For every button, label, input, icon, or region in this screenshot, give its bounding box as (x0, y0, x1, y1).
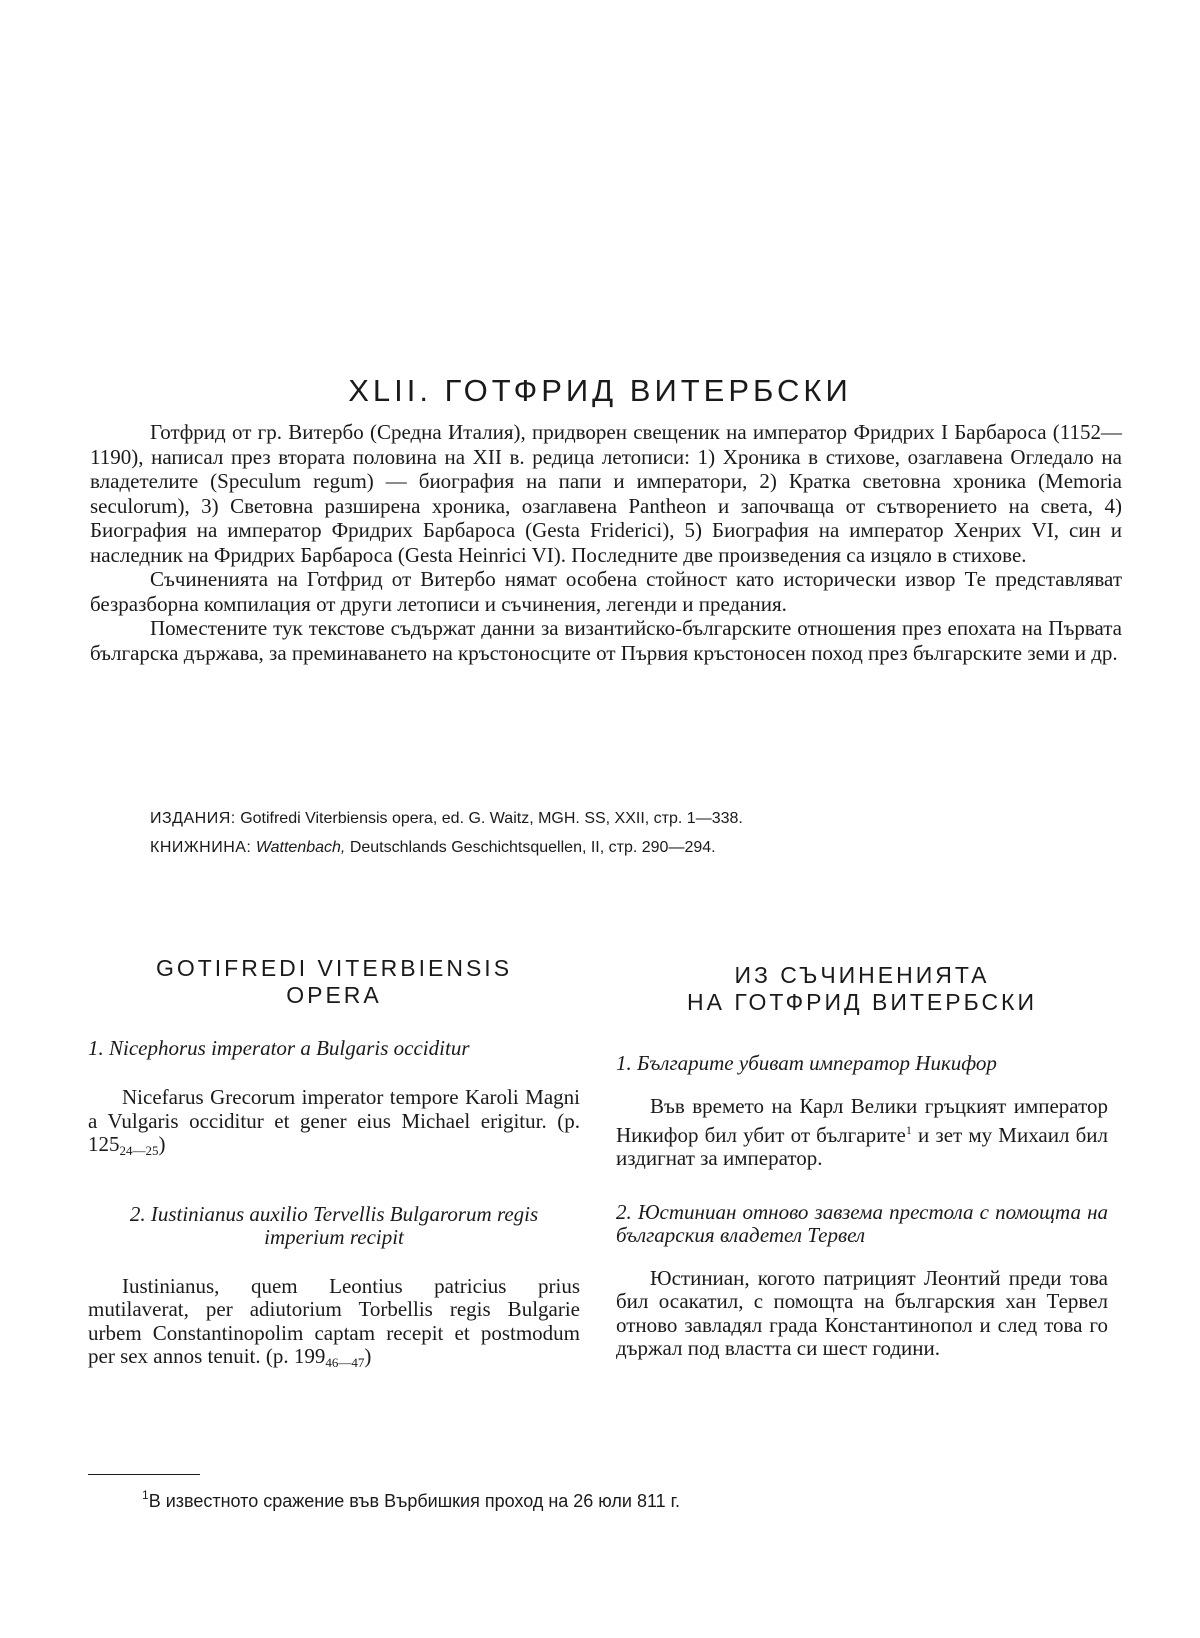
bulgarian-heading (616, 962, 1108, 1016)
page-ref-subscript: 46—47 (325, 1355, 365, 1370)
footnote-divider (88, 1474, 200, 1475)
latin-section-body (88, 1086, 580, 1163)
intro-paragraph: Готфрид от гр. Витербо (Средна Италия), придворен свещеник на император Фридрих I Барбароса (1152—1190), написал през втората половина на XII в. редица летописи: 1) Хроника в стихове, озаглавена Огледало на владетелите (Speculum regum) — биография на папи и императори, 2) Кратка световна хроника (Memoria seculorum), 3) Световна разширена хроника, озаглавена Pantheon и започваща от сътворението на света, 4) Биография на император Фридрих Барбароса (Gesta Friderici), 5) Биография на император Хенрих VI, син и наследник на Фридрих Барбароса (Gesta Heinrici VI). Последните две произведения са изцяло в стихове. (90, 420, 1122, 567)
bulgarian-s1-text-end: и зет му Михаил бил издигнат за император. (616, 1122, 1109, 1170)
bulgarian-s1-text: Във времето на Карл Велики гръцкият император Никифор бил убит от българите (616, 1094, 1108, 1147)
bulgarian-section-title: 2. Юстиниан отново завзема престола с помощта на българския владетел Тервел (616, 1199, 1108, 1247)
latin-column (88, 955, 580, 1375)
latin-s1-text: Nicefarus Grecorum imperator tempore Karoli Magni a Vulgaris occiditur et gener eius Michael erigitur. (p. 125 (88, 1085, 580, 1156)
footnote-number: 1 (142, 1488, 149, 1502)
literature-text: Deutschlands Geschichtsquellen, II, стр. 290—294. (349, 839, 716, 856)
bulgarian-heading-line: ИЗ СЪЧИНЕНИЯТА (734, 962, 990, 988)
bulgarian-heading-line: НА ГОТФРИД ВИТЕРБСКИ (687, 989, 1037, 1015)
references (150, 810, 1050, 868)
closing-paren: ) (158, 1132, 166, 1156)
bulgarian-column (616, 962, 1108, 1361)
closing-paren: ) (364, 1344, 372, 1368)
footnote (142, 1488, 1042, 1512)
latin-s2-text: Iustinianus, quem Leontius patricius prius mutilaverat, per adiutorium Torbellis regis Bulgarie urbem Constantinopolim captam recepit et postmodum per sex annos tenuit. (p. 199 (88, 1273, 580, 1368)
latin-section-title: 2. Iustinianus auxilio Tervellis Bulgarorum regis imperium recipit (129, 1201, 539, 1249)
latin-heading-line: OPERA (286, 982, 382, 1008)
literature-label: КНИЖНИНА: (150, 839, 252, 856)
editions-label: ИЗДАНИЯ: (150, 810, 236, 827)
footnote-marker: 1 (905, 1122, 912, 1137)
footnote-text: В известното сражение във Върбишкия проход на 26 юли 811 г. (148, 1491, 681, 1511)
bulgarian-section-body: Юстиниан, когото патрицият Леонтий преди това бил осакатил, с помощта на българския хан Тервел отново завладял града Константинопол и след това го държал под властта си шест години. (616, 1265, 1108, 1360)
latin-heading (88, 955, 580, 1009)
bulgarian-section-body (616, 1095, 1108, 1171)
page-title: XLII. ГОТФРИД ВИТЕРБСКИ (348, 372, 852, 408)
latin-section-body (88, 1275, 580, 1375)
bulgarian-section-title: 1. Българите убиват император Никифор (616, 1051, 997, 1075)
literature-author: Wattenbach, (255, 839, 346, 856)
latin-section-title: 1. Nicephorus imperator a Bulgaris occiditur (88, 1036, 470, 1060)
intro-paragraph: Съчиненията на Готфрид от Витербо нямат особена стойност като исторически извор Те представляват безразборна компилация от други летописи и съчинения, легенди и предания. (90, 567, 1122, 616)
literature-line (150, 839, 1050, 857)
latin-heading-line: GOTIFREDI VITERBIENSIS (155, 955, 513, 981)
editions-line (150, 810, 1050, 828)
editions-text: Gotifredi Viterbiensis opera, ed. G. Waitz, MGH. SS, XXII, стр. 1—338. (240, 810, 743, 827)
page-ref-subscript: 24—25 (119, 1143, 159, 1158)
intro-paragraph: Поместените тук текстове съдържат данни за византийско-българските отношения през епохата на Първата българска държава, за преминаването на кръстоносците от Първия кръстоносен поход през българските земи и др. (90, 616, 1122, 665)
intro-text (90, 420, 1122, 665)
